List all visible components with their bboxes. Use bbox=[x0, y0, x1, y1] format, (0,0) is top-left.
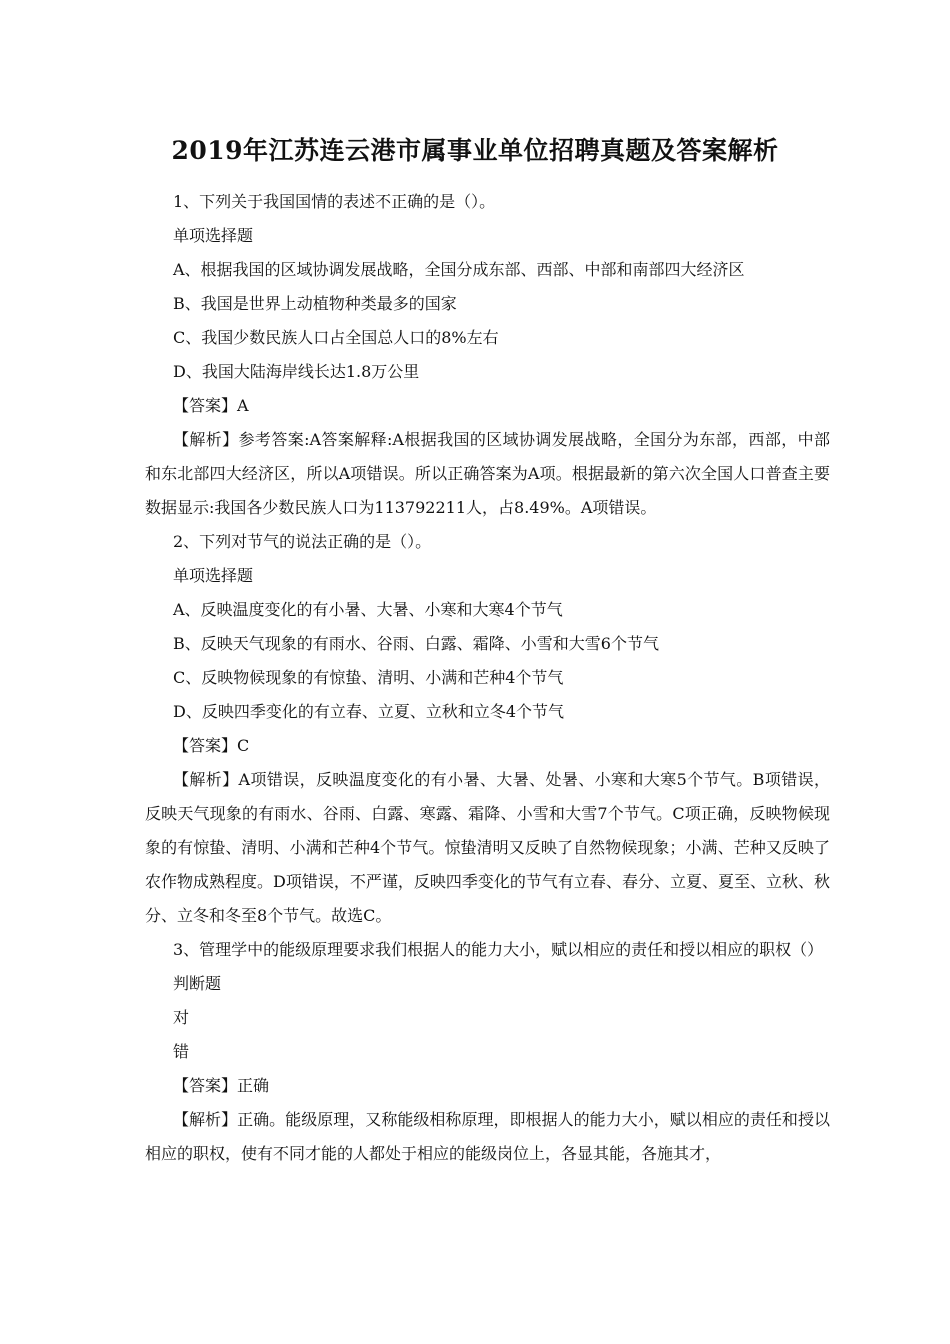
question-1-stem: 1、下列关于我国国情的表述不正确的是（）。 bbox=[173, 192, 496, 211]
question-3-stem: 3、管理学中的能级原理要求我们根据人的能力大小，赋以相应的责任和授以相应的职权（） bbox=[173, 940, 824, 959]
question-1-option-b: B、我国是世界上动植物种类最多的国家 bbox=[173, 294, 457, 313]
question-2-option-c: C、反映物候现象的有惊蛰、清明、小满和芒种4个节气 bbox=[173, 668, 564, 687]
question-2-type: 单项选择题 bbox=[173, 566, 254, 585]
question-3-option-true: 对 bbox=[173, 1008, 190, 1027]
document-body bbox=[145, 185, 830, 1171]
question-1-option-c: C、我国少数民族人口占全国总人口的8%左右 bbox=[173, 328, 499, 347]
question-3-type: 判断题 bbox=[173, 974, 222, 993]
question-3-option-false: 错 bbox=[173, 1042, 190, 1061]
question-1-analysis: 【解析】参考答案:A答案解释:A根据我国的区域协调发展战略，全国分为东部，西部，中部和东北部四大经济区，所以A项错误。所以正确答案为A项。根据最新的第六次全国人口普查主要数据显示:我国各少数民族人口为113792211人，占8.49%。A项错误。 bbox=[145, 430, 830, 517]
question-2-option-d: D、反映四季变化的有立春、立夏、立秋和立冬4个节气 bbox=[173, 702, 565, 721]
question-2-analysis: 【解析】A项错误，反映温度变化的有小暑、大暑、处暑、小寒和大寒5个节气。B项错误，反映天气现象的有雨水、谷雨、白露、寒露、霜降、小雪和大雪7个节气。C项正确，反映物候现象的有惊蛰、清明、小满和芒种4个节气。惊蛰清明又反映了自然物候现象；小满、芒种又反映了农作物成熟程度。D项错误，不严谨，反映四季变化的节气有立春、春分、立夏、夏至、立秋、秋分、立冬和冬至8个节气。故选C。 bbox=[145, 770, 830, 925]
question-1-option-a: A、根据我国的区域协调发展战略，全国分成东部、西部、中部和南部四大经济区 bbox=[173, 260, 745, 279]
question-2-answer: 【答案】C bbox=[173, 736, 250, 755]
page-title: 2019年江苏连云港市属事业单位招聘真题及答案解析 bbox=[171, 136, 779, 165]
question-3-answer: 【答案】正确 bbox=[173, 1076, 270, 1095]
question-2-stem: 2、下列对节气的说法正确的是（）。 bbox=[173, 532, 432, 551]
question-3-analysis: 【解析】正确。能级原理，又称能级相称原理，即根据人的能力大小，赋以相应的责任和授以相应的职权，使有不同才能的人都处于相应的能级岗位上，各显其能，各施其才， bbox=[145, 1110, 830, 1163]
question-1-type: 单项选择题 bbox=[173, 226, 254, 245]
question-2-option-b: B、反映天气现象的有雨水、谷雨、白露、霜降、小雪和大雪6个节气 bbox=[173, 634, 659, 653]
question-2-option-a: A、反映温度变化的有小暑、大暑、小寒和大寒4个节气 bbox=[173, 600, 563, 619]
question-1-option-d: D、我国大陆海岸线长达1.8万公里 bbox=[173, 362, 420, 381]
question-1-answer: 【答案】A bbox=[173, 396, 249, 415]
